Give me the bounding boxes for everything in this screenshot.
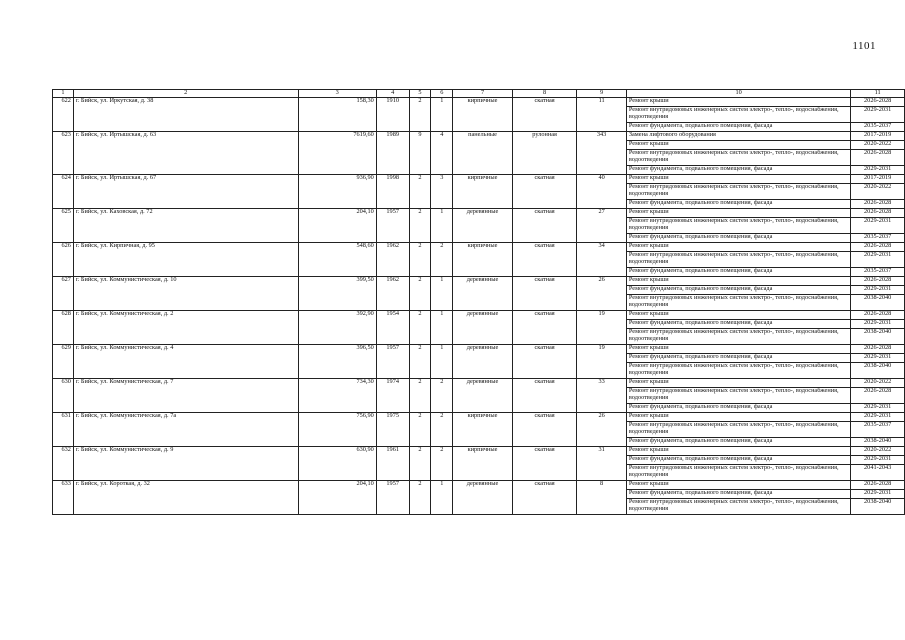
- table-row: [53, 174, 905, 183]
- repair-work-type: Ремонт фундамента, подвального помещения, фасада: [626, 285, 851, 294]
- table-row: [53, 97, 905, 106]
- address: г. Бийск, ул. Коммунистическая, д. 7а: [73, 412, 298, 446]
- repair-period: 2041-2043: [851, 464, 905, 480]
- residents-count: 11: [577, 97, 627, 131]
- table-row: [53, 344, 905, 353]
- address: г. Бийск, ул. Коммунистическая, д. 9: [73, 446, 298, 480]
- row-number: 632: [53, 446, 74, 480]
- page-number: 1101: [852, 40, 876, 52]
- total-area: 548,60: [298, 242, 376, 276]
- repair-work-type: Ремонт внутридомовых инженерных систем электро-, тепло-, водоснабжения, водоотведения: [626, 464, 851, 480]
- repair-work-type: Ремонт крыши: [626, 242, 851, 251]
- repair-work-type: Ремонт внутридомовых инженерных систем электро-, тепло-, водоснабжения, водоотведения: [626, 328, 851, 344]
- residents-count: 34: [577, 242, 627, 276]
- residents-count: 343: [577, 131, 627, 174]
- build-year: 1962: [376, 242, 409, 276]
- entrances-count: 2: [431, 446, 453, 480]
- total-area: 399,50: [298, 276, 376, 310]
- roof-type: скатная: [512, 174, 577, 208]
- floors-count: 2: [409, 480, 431, 514]
- repair-work-type: Ремонт фундамента, подвального помещения, фасада: [626, 199, 851, 208]
- repair-work-type: Ремонт крыши: [626, 480, 851, 489]
- entrances-count: 1: [431, 208, 453, 242]
- repair-period: 2026-2028: [851, 97, 905, 106]
- residents-count: 26: [577, 276, 627, 310]
- column-number: 4: [376, 90, 409, 98]
- floors-count: 2: [409, 208, 431, 242]
- wall-material: деревянные: [453, 276, 513, 310]
- floors-count: 2: [409, 412, 431, 446]
- address: г. Бийск, ул. Коммунистическая, д. 2: [73, 310, 298, 344]
- roof-type: скатная: [512, 97, 577, 131]
- roof-type: скатная: [512, 344, 577, 378]
- residents-count: 31: [577, 446, 627, 480]
- table-row: [53, 242, 905, 251]
- repair-period: 2020-2022: [851, 378, 905, 387]
- row-number: 627: [53, 276, 74, 310]
- entrances-count: 1: [431, 344, 453, 378]
- build-year: 1957: [376, 480, 409, 514]
- total-area: 734,30: [298, 378, 376, 412]
- repair-period: 2029-2031: [851, 353, 905, 362]
- floors-count: 2: [409, 378, 431, 412]
- table-row: [53, 131, 905, 140]
- total-area: 756,90: [298, 412, 376, 446]
- total-area: 396,50: [298, 344, 376, 378]
- roof-type: рулонная: [512, 131, 577, 174]
- total-area: 204,10: [298, 480, 376, 514]
- column-number: 11: [851, 90, 905, 98]
- total-area: 630,90: [298, 446, 376, 480]
- repair-work-type: Ремонт фундамента, подвального помещения, фасада: [626, 403, 851, 412]
- floors-count: 9: [409, 131, 431, 174]
- repair-work-type: Ремонт внутридомовых инженерных систем электро-, тепло-, водоснабжения, водоотведения: [626, 251, 851, 267]
- column-number: 7: [453, 90, 513, 98]
- roof-type: скатная: [512, 242, 577, 276]
- wall-material: кирпичные: [453, 97, 513, 131]
- repair-work-type: Ремонт крыши: [626, 140, 851, 149]
- repair-work-type: Ремонт крыши: [626, 174, 851, 183]
- build-year: 1961: [376, 446, 409, 480]
- table-row: [53, 208, 905, 217]
- address: г. Бийск, ул. Каховская, д. 72: [73, 208, 298, 242]
- repair-work-type: Ремонт крыши: [626, 412, 851, 421]
- repair-period: 2026-2028: [851, 310, 905, 319]
- wall-material: панельные: [453, 131, 513, 174]
- repair-work-type: Ремонт внутридомовых инженерных систем электро-, тепло-, водоснабжения, водоотведения: [626, 149, 851, 165]
- capital-repair-table: [52, 89, 905, 515]
- repair-period: 2029-2031: [851, 251, 905, 267]
- wall-material: деревянные: [453, 310, 513, 344]
- repair-work-type: Ремонт фундамента, подвального помещения, фасада: [626, 489, 851, 498]
- residents-count: 19: [577, 310, 627, 344]
- floors-count: 2: [409, 310, 431, 344]
- repair-period: 2020-2022: [851, 183, 905, 199]
- repair-period: 2029-2031: [851, 217, 905, 233]
- repair-period: 2029-2031: [851, 165, 905, 174]
- column-number: 5: [409, 90, 431, 98]
- repair-period: 2038-2040: [851, 362, 905, 378]
- residents-count: 8: [577, 480, 627, 514]
- repair-work-type: Ремонт фундамента, подвального помещения, фасада: [626, 455, 851, 464]
- repair-work-type: Ремонт фундамента, подвального помещения, фасада: [626, 233, 851, 242]
- wall-material: деревянные: [453, 480, 513, 514]
- repair-work-type: Ремонт крыши: [626, 344, 851, 353]
- address: г. Бийск, ул. Коммунистическая, д. 10: [73, 276, 298, 310]
- repair-work-type: Ремонт внутридомовых инженерных систем электро-, тепло-, водоснабжения, водоотведения: [626, 387, 851, 403]
- repair-period: 2017-2019: [851, 131, 905, 140]
- repair-work-type: Ремонт фундамента, подвального помещения, фасада: [626, 353, 851, 362]
- build-year: 1989: [376, 131, 409, 174]
- build-year: 1998: [376, 174, 409, 208]
- build-year: 1962: [376, 276, 409, 310]
- column-number-row: [53, 90, 905, 98]
- entrances-count: 2: [431, 242, 453, 276]
- roof-type: скатная: [512, 480, 577, 514]
- repair-period: 2020-2022: [851, 140, 905, 149]
- wall-material: кирпичные: [453, 446, 513, 480]
- repair-period: 2026-2028: [851, 276, 905, 285]
- repair-work-type: Ремонт внутридомовых инженерных систем электро-, тепло-, водоснабжения, водоотведения: [626, 362, 851, 378]
- build-year: 1957: [376, 208, 409, 242]
- roof-type: скатная: [512, 208, 577, 242]
- table-row: [53, 480, 905, 489]
- residents-count: 27: [577, 208, 627, 242]
- floors-count: 2: [409, 97, 431, 131]
- repair-work-type: Ремонт крыши: [626, 97, 851, 106]
- entrances-count: 1: [431, 480, 453, 514]
- build-year: 1974: [376, 378, 409, 412]
- table-row: [53, 378, 905, 387]
- wall-material: кирпичные: [453, 174, 513, 208]
- floors-count: 2: [409, 344, 431, 378]
- row-number: 626: [53, 242, 74, 276]
- address: г. Бийск, ул. Кирпичная, д. 95: [73, 242, 298, 276]
- repair-work-type: Ремонт фундамента, подвального помещения, фасада: [626, 437, 851, 446]
- total-area: 204,10: [298, 208, 376, 242]
- repair-period: 2038-2040: [851, 437, 905, 446]
- address: г. Бийск, ул. Коммунистическая, д. 4: [73, 344, 298, 378]
- row-number: 633: [53, 480, 74, 514]
- repair-work-type: Ремонт внутридомовых инженерных систем электро-, тепло-, водоснабжения, водоотведения: [626, 106, 851, 122]
- repair-period: 2029-2031: [851, 285, 905, 294]
- row-number: 630: [53, 378, 74, 412]
- wall-material: кирпичные: [453, 412, 513, 446]
- entrances-count: 2: [431, 412, 453, 446]
- column-number: 9: [577, 90, 627, 98]
- build-year: 1910: [376, 97, 409, 131]
- repair-period: 2029-2031: [851, 106, 905, 122]
- address: г. Бийск, ул. Коммунистическая, д. 7: [73, 378, 298, 412]
- wall-material: деревянные: [453, 344, 513, 378]
- repair-work-type: Ремонт фундамента, подвального помещения, фасада: [626, 122, 851, 131]
- column-number: 3: [298, 90, 376, 98]
- repair-work-type: Замена лифтового оборудования: [626, 131, 851, 140]
- column-number: 8: [512, 90, 577, 98]
- roof-type: скатная: [512, 310, 577, 344]
- address: г. Бийск, ул. Иркутская, д. 38: [73, 97, 298, 131]
- repair-period: 2029-2031: [851, 319, 905, 328]
- repair-period: 2026-2028: [851, 149, 905, 165]
- entrances-count: 1: [431, 97, 453, 131]
- repair-period: 2029-2031: [851, 489, 905, 498]
- table-body: [53, 90, 905, 515]
- column-number: 6: [431, 90, 453, 98]
- repair-work-type: Ремонт внутридомовых инженерных систем электро-, тепло-, водоснабжения, водоотведения: [626, 217, 851, 233]
- floors-count: 2: [409, 242, 431, 276]
- build-year: 1957: [376, 344, 409, 378]
- row-number: 631: [53, 412, 74, 446]
- entrances-count: 2: [431, 378, 453, 412]
- repair-work-type: Ремонт внутридомовых инженерных систем электро-, тепло-, водоснабжения, водоотведения: [626, 421, 851, 437]
- repair-period: 2035-2037: [851, 122, 905, 131]
- repair-work-type: Ремонт крыши: [626, 446, 851, 455]
- table-row: [53, 412, 905, 421]
- row-number: 624: [53, 174, 74, 208]
- table-row: [53, 276, 905, 285]
- address: г. Бийск, ул. Иртышская, д. 63: [73, 131, 298, 174]
- repair-period: 2029-2031: [851, 455, 905, 464]
- row-number: 625: [53, 208, 74, 242]
- wall-material: кирпичные: [453, 242, 513, 276]
- repair-work-type: Ремонт крыши: [626, 208, 851, 217]
- repair-period: 2035-2037: [851, 233, 905, 242]
- total-area: 7619,60: [298, 131, 376, 174]
- repair-work-type: Ремонт фундамента, подвального помещения, фасада: [626, 267, 851, 276]
- repair-period: 2026-2028: [851, 242, 905, 251]
- repair-period: 2026-2028: [851, 480, 905, 489]
- roof-type: скатная: [512, 378, 577, 412]
- entrances-count: 1: [431, 310, 453, 344]
- repair-period: 2026-2028: [851, 199, 905, 208]
- floors-count: 2: [409, 446, 431, 480]
- row-number: 622: [53, 97, 74, 131]
- floors-count: 2: [409, 276, 431, 310]
- repair-period: 2029-2031: [851, 412, 905, 421]
- row-number: 629: [53, 344, 74, 378]
- entrances-count: 3: [431, 174, 453, 208]
- repair-work-type: Ремонт внутридомовых инженерных систем электро-, тепло-, водоснабжения, водоотведения: [626, 498, 851, 514]
- floors-count: 2: [409, 174, 431, 208]
- residents-count: 40: [577, 174, 627, 208]
- address: г. Бийск, ул. Короткая, д. 32: [73, 480, 298, 514]
- repair-period: 2035-2037: [851, 421, 905, 437]
- column-number: 2: [73, 90, 298, 98]
- repair-period: 2017-2019: [851, 174, 905, 183]
- total-area: 392,90: [298, 310, 376, 344]
- roof-type: скатная: [512, 446, 577, 480]
- repair-work-type: Ремонт фундамента, подвального помещения, фасада: [626, 319, 851, 328]
- build-year: 1954: [376, 310, 409, 344]
- row-number: 623: [53, 131, 74, 174]
- table-row: [53, 310, 905, 319]
- total-area: 936,90: [298, 174, 376, 208]
- repair-period: 2026-2028: [851, 208, 905, 217]
- repair-period: 2026-2028: [851, 387, 905, 403]
- residents-count: 19: [577, 344, 627, 378]
- repair-work-type: Ремонт крыши: [626, 310, 851, 319]
- repair-period: 2038-2040: [851, 294, 905, 310]
- repair-work-type: Ремонт фундамента, подвального помещения, фасада: [626, 165, 851, 174]
- total-area: 158,30: [298, 97, 376, 131]
- repair-period: 2038-2040: [851, 498, 905, 514]
- wall-material: деревянные: [453, 378, 513, 412]
- repair-period: 2038-2040: [851, 328, 905, 344]
- entrances-count: 4: [431, 131, 453, 174]
- repair-period: 2026-2028: [851, 344, 905, 353]
- repair-work-type: Ремонт внутридомовых инженерных систем электро-, тепло-, водоснабжения, водоотведения: [626, 294, 851, 310]
- row-number: 628: [53, 310, 74, 344]
- entrances-count: 1: [431, 276, 453, 310]
- address: г. Бийск, ул. Иртышская, д. 67: [73, 174, 298, 208]
- column-number: 10: [626, 90, 851, 98]
- roof-type: скатная: [512, 276, 577, 310]
- repair-work-type: Ремонт внутридомовых инженерных систем электро-, тепло-, водоснабжения, водоотведения: [626, 183, 851, 199]
- build-year: 1975: [376, 412, 409, 446]
- residents-count: 33: [577, 378, 627, 412]
- repair-period: 2035-2037: [851, 267, 905, 276]
- roof-type: скатная: [512, 412, 577, 446]
- residents-count: 26: [577, 412, 627, 446]
- column-number: 1: [53, 90, 74, 98]
- repair-period: 2029-2031: [851, 403, 905, 412]
- repair-work-type: Ремонт крыши: [626, 276, 851, 285]
- table-row: [53, 446, 905, 455]
- repair-work-type: Ремонт крыши: [626, 378, 851, 387]
- repair-period: 2020-2022: [851, 446, 905, 455]
- wall-material: деревянные: [453, 208, 513, 242]
